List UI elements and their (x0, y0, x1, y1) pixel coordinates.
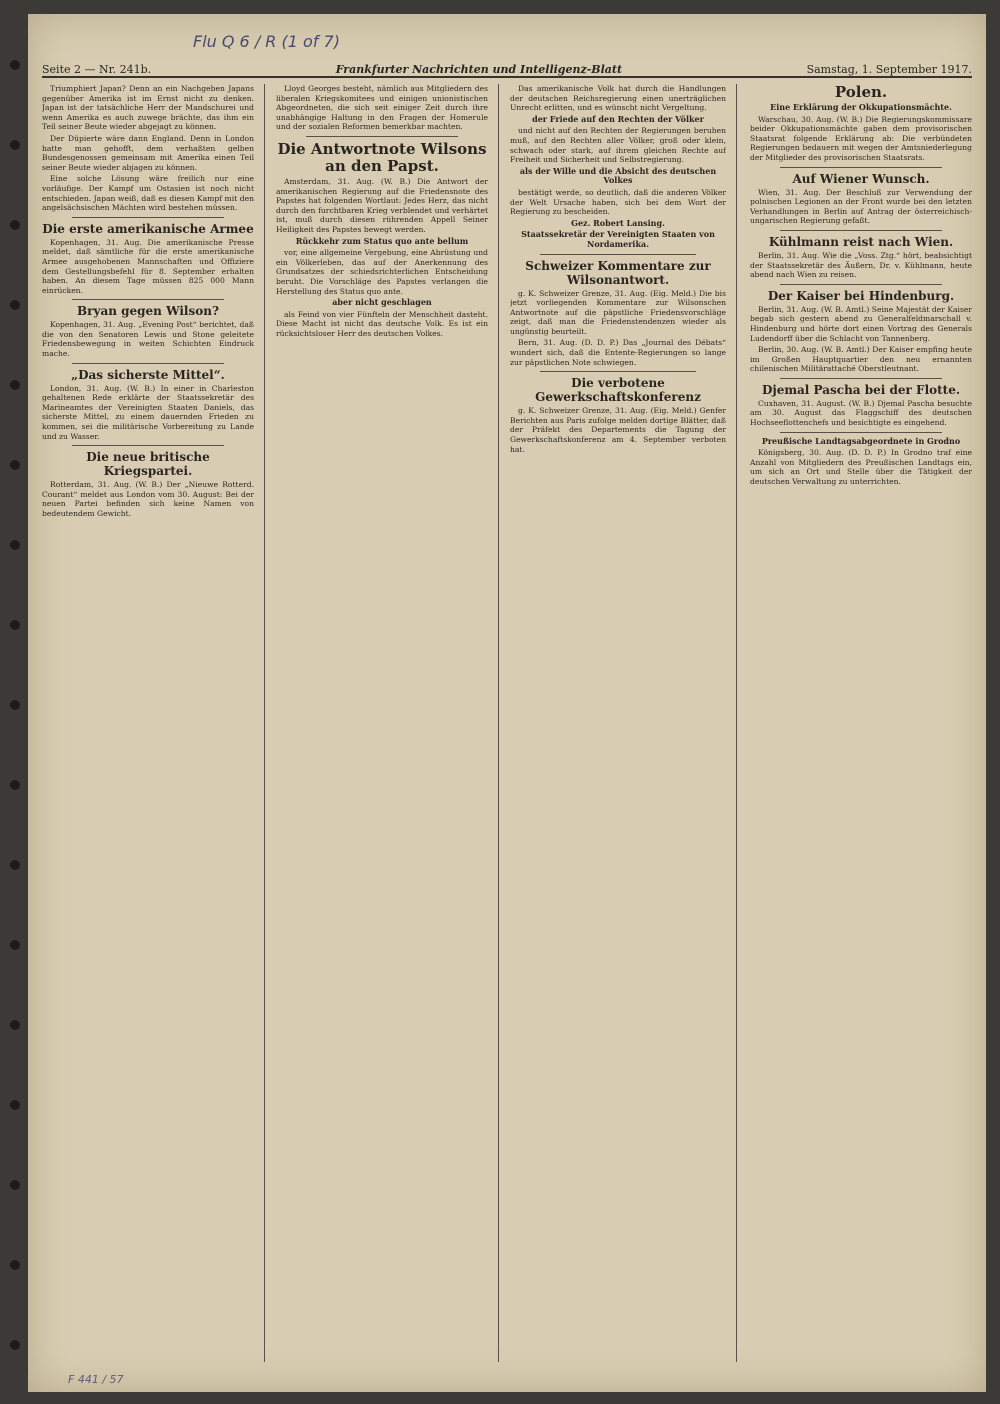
page-header (42, 54, 972, 78)
article-heading: Schweizer Kommentare zur Wilsonantwort. (525, 258, 711, 287)
signature-title: Staatssekretär der Vereinigten Staaten von Nordamerika. (521, 229, 715, 249)
column-2 (276, 84, 488, 1362)
article-text: Bern, 31. Aug. (D. D. P.) Das „Journal des Débats“ wundert sich, daß die Entente-Regierungen so lange zur päpstlichen Note schwiegen. (510, 338, 726, 367)
subheading: als der Wille und die Absicht des deutschen Volkes (519, 165, 717, 186)
article-text: Kopenhagen, 31. Aug. Die amerikanische Presse meldet, daß sämtliche für die erste amerikanische Armee ausgehobenen Mannschaften und Offiziere dem Gestellungsbefehl für 8. September erhalten haben. An diesem Tage müssen 825 000 Mann einrücken. (42, 237, 254, 295)
article-text: Cuxhaven, 31. August. (W. B.) Djemal Pascha besuchte am 30. August das Flaggschiff des deutschen Hochseeflottenchefs und besichtigte es eingehend. (750, 398, 972, 428)
article-heading: Auf Wiener Wunsch. (792, 171, 930, 186)
article-heading: Die verbotene Gewerkschaftskonferenz (535, 376, 701, 405)
article-text: Wien, 31. Aug. Der Beschluß zur Verwendung der polnischen Legionen an der Front wurde bei den letzten Verhandlungen in Berlin auf Antrag der österreichisch-ungarischen Regierung gefaßt. (750, 187, 972, 226)
article-text: Berlin, 30. Aug. (W. B. Amtl.) Der Kaiser empfing heute im Großen Hauptquartier den neu ernannten chilenischen Militärattaché Oberstleutnant. (750, 345, 972, 374)
article-heading: Polen. (834, 84, 888, 101)
article-heading: „Das sicherste Mittel“. (71, 367, 225, 382)
column-3 (510, 84, 726, 1362)
article-text: Warschau, 30. Aug. (W. B.) Die Regierungskommissare beider Okkupationsmächte gaben dem provisorischen Staatsrat folgende Erklärung ab: Die verbündeten Regierungen bedauern mit wegen der Amtsniederlegung der Mitglieder des provisorischen Staatsrats. (750, 114, 972, 162)
article-text: bestätigt werde, so deutlich, daß die anderen Völker der Welt Ursache haben, sich bei dem Wort der Regierung zu bescheiden. (510, 187, 726, 217)
subheading: Eine Erklärung der Okkupationsmächte. (770, 102, 952, 112)
article-heading: Die erste amerikanische Armee (42, 221, 254, 236)
subheading: der Friede auf den Rechten der Völker (532, 113, 704, 124)
article-text: Das amerikanische Volk hat durch die Handlungen der deutschen Reichsregierung einen unerträglichen Unrecht erlitten, und es wünscht nicht Vergeltung. (510, 84, 726, 113)
handwritten-archive-note: Flu Q 6 / R (1 of 7) (193, 32, 340, 51)
article-heading: Djemal Pascha bei der Flotte. (761, 382, 961, 397)
article-text: Triumphiert Japan? Denn an ein Nachgeben Japans gegenüber Amerika ist im Ernst nicht zu denken. Japan ist der tatsächliche Herr der Mandschurei und wenn Amerika es auch zuwege brächte, das ihm ein Teil seiner Beute wieder abgejagt zu können. (42, 84, 254, 132)
article-heading: Die neue britische Kriegspartei. (86, 450, 210, 479)
article-text: g. K. Schweizer Grenze, 31. Aug. (Eig. Meld.) Die bis jetzt vorliegenden Kommentare zur Wilsonschen Antwortnote auf die päpstliche Friedensvorschläge zeigt, daß man die Friedenstendenzen wieder als ungünstig beurteilt. (510, 288, 726, 336)
article-text: als Feind von vier Fünfteln der Menschheit dasteht. Diese Macht ist nicht das deutsche Volk. Es ist ein rücksichtsloser Herr des deutschen Volkes. (276, 309, 488, 338)
article-heading: Kühlmann reist nach Wien. (768, 234, 954, 249)
article-text: Berlin, 31. Aug. (W. B. Amtl.) Seine Majestät der Kaiser begab sich gestern abend zu Generalfeldmarschall v. Hindenburg und hörte dort einen Vortrag des Generals Ludendorff über die Schlacht von Tannenberg. (750, 304, 972, 343)
article-text: Kopenhagen, 31. Aug. „Evening Post“ berichtet, daß die von den Senatoren Lewis und Stone geleitete Friedensbewegung in weiten Schichten Eindruck mache. (42, 320, 254, 359)
article-text: Lloyd Georges besteht, nämlich aus Mitgliedern des liberalen Kriegskomitees und einigen unionistischen Abgeordneten, die sich seit einiger Zeit durch ihre unabhängige Haltung in den Fragen der Homerule und der sozialen Reformen bemerkbar machten. (276, 84, 488, 132)
subheading: aber nicht geschlagen (332, 297, 432, 308)
issue-date: Samstag, 1. September 1917. (806, 63, 972, 76)
article-text: Berlin, 31. Aug. Wie die „Voss. Ztg.“ hört, beabsichtigt der Staatssekretär des Äußern, Dr. v. Kühlmann, heute abend nach Wien zu reisen. (750, 250, 972, 280)
column-4 (750, 84, 972, 1362)
binding-holes (0, 0, 30, 1404)
article-text: g. K. Schweizer Grenze, 31. Aug. (Eig. Meld.) Genfer Berichten aus Paris zufolge melden dortige Blätter, daß der Präfekt des Departements die Tagung der Gewerkschaftskonferenz am 4. September verboten hat. (510, 406, 726, 454)
article-heading: Bryan gegen Wilson? (77, 304, 219, 319)
column-1 (42, 84, 254, 1362)
newspaper-page (28, 14, 986, 1392)
article-text: Rotterdam, 31. Aug. (W. B.) Der „Nieuwe Rotterd. Courant“ meldet aus London vom 30. August: Bei der neuen Partei befinden sich keine Namen von bedeutendem Gewicht. (42, 480, 254, 518)
article-text: Eine solche Lösung wäre freilich nur eine vorläufige. Der Kampf um Ostasien ist noch nicht entschieden. Japan weiß, daß es diesen Kampf mit den angelsächsischen Mächten wird bestehen müssen. (42, 174, 254, 213)
article-text: vor, eine allgemeine Vergebung, eine Abrüstung und ein Völkerleben, das auf der Anerkennung des Grundsatzes der schiedsrichterlichen Entscheidung beruht. Die Vorschläge des Papstes verlangen die Herstellung des Status quo ante. (276, 248, 488, 296)
masthead: Frankfurter Nachrichten und Intelligenz-Blatt (335, 63, 623, 76)
subheading: Rückkehr zum Status quo ante bellum (295, 235, 469, 246)
article-heading: Die Antwortnote Wilsons an den Papst. (277, 139, 487, 175)
article-text: Königsberg, 30. Aug. (D. D. P.) In Grodno traf eine Anzahl von Mitgliedern des Preußischen Landtags ein, um sich an Ort und Stelle über die Tätigkeit der deutschen Verwaltung zu unterrichten. (750, 448, 972, 487)
signature: Gez. Robert Lansing. (571, 217, 665, 228)
article-heading: Der Kaiser bei Hindenburg. (767, 288, 955, 303)
archive-stamp: F 441 / 57 (68, 1373, 124, 1386)
page-number: Seite 2 — Nr. 241b. (42, 63, 152, 76)
article-text: Amsterdam, 31. Aug. (W. B.) Die Antwort der amerikanischen Regierung auf die Friedensnote des Papstes hat folgenden Wortlaut: Jedes Herz, das nicht durch den furchtbaren Krieg verblendet und verhärtet ist, muß durch diesen rührenden Appell Seiner Heiligkeit des Papstes bewegt werden. (276, 176, 488, 234)
subheading: Preußische Landtagsabgeordnete in Grodno (761, 435, 961, 446)
article-text: Der Düpierte wäre dann England. Denn in London hatte man gehofft, dem verhaßten gelben Bundesgenossen gemeinsam mit Amerika einen Teil seiner Beute wieder abjagen zu können. (42, 133, 254, 172)
article-text: London, 31. Aug. (W. B.) In einer in Charleston gehaltenen Rede erklärte der Staatssekretär des Marineamtes der Vereinigten Staaten Daniels, das sicherste Mittel, zu einem dauernden Frieden zu kommen, sei die militärische Vorbereitung zu Lande und zu Wasser. (42, 383, 254, 441)
article-text: und nicht auf den Rechten der Regierungen beruhen muß, auf den Rechten aller Völker, groß oder klein, schwach oder stark, auf ihrem gleichen Rechte auf Freiheit und Sicherheit und Selbstregierung. (510, 126, 726, 165)
